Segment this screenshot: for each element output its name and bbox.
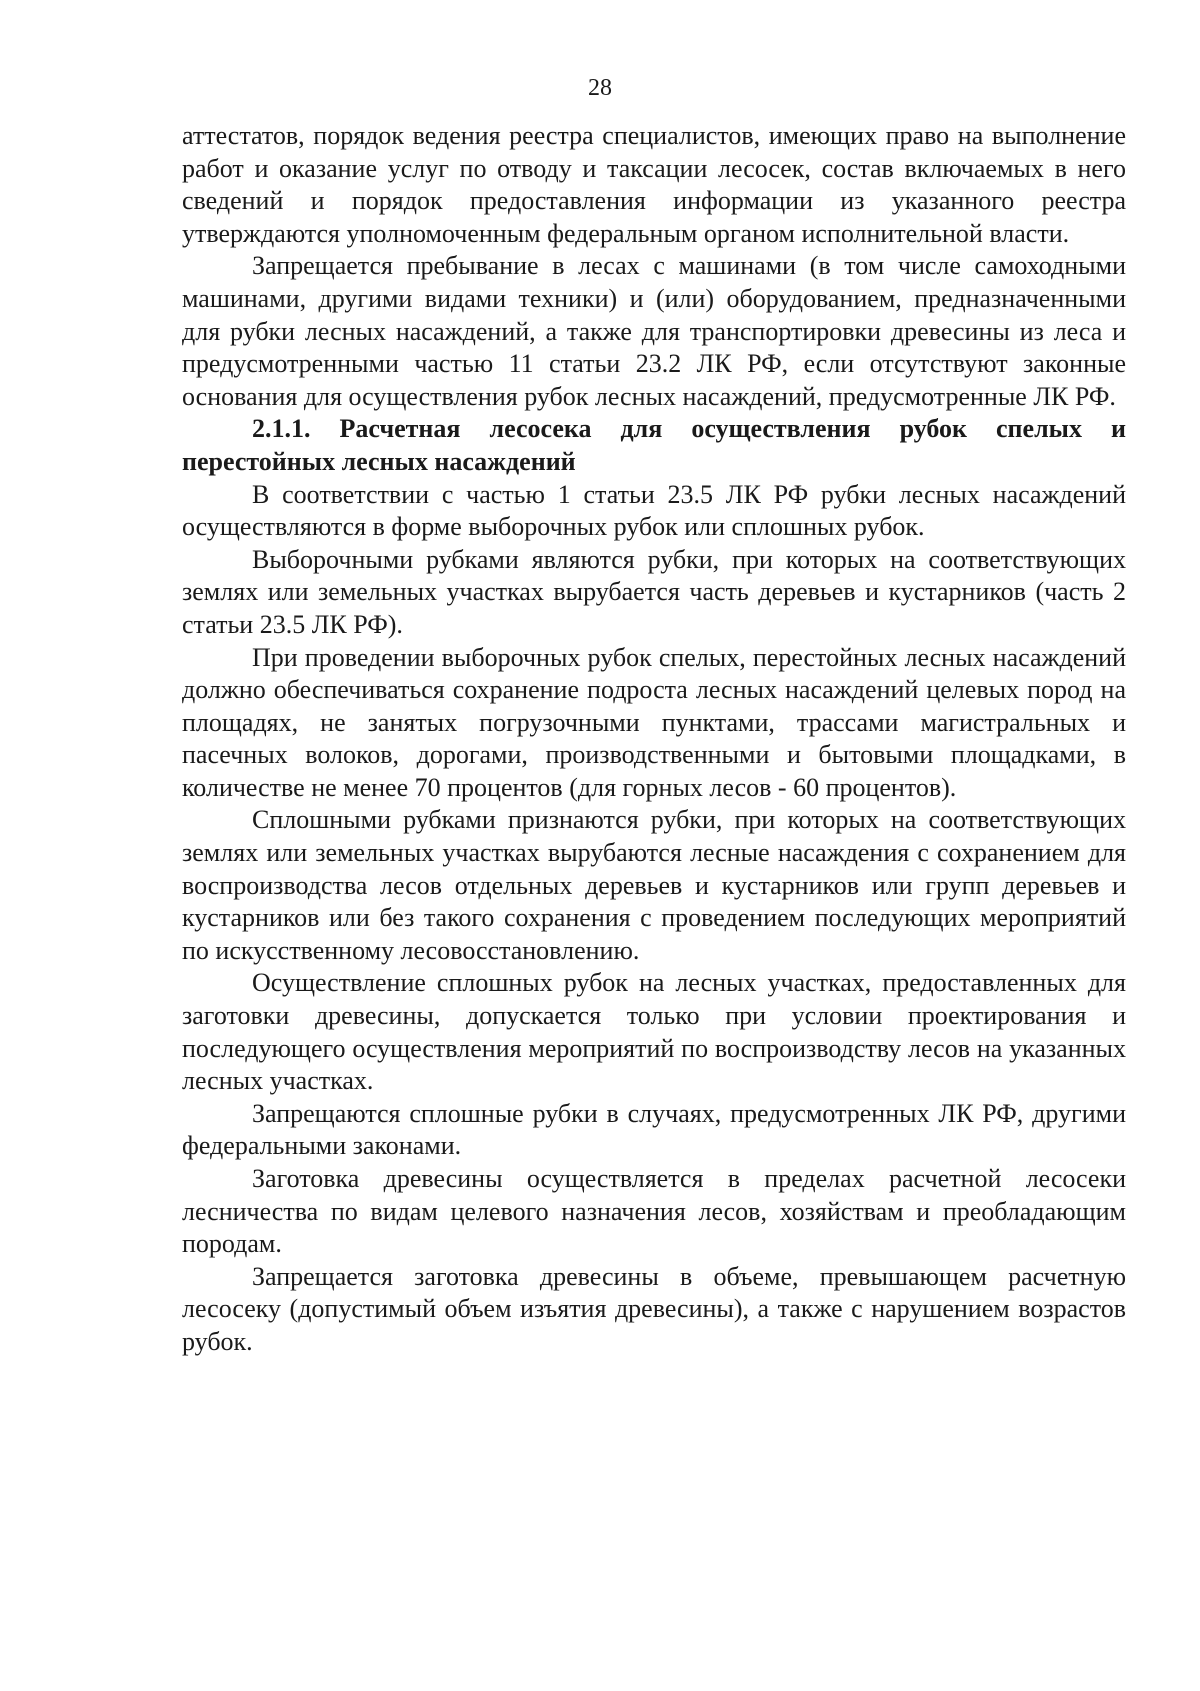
paragraph-excess-volume-ban: Запрещается заготовка древесины в объеме, превышающем расчетную лесосеку (допустимый объем изъятия древесины), а также с нарушением возрастов рубок. [182,1261,1126,1356]
paragraph-clear-felling-prohibited: Запрещаются сплошные рубки в случаях, предусмотренных ЛК РФ, другими федеральными законами. [182,1098,1126,1161]
paragraph-machinery-ban: Запрещается пребывание в лесах с машинами (в том числе самоходными машинами, другими видами техники) и (или) оборудованием, предназначенными для рубки лесных насаждений, а также для транспортировки древесины из леса и предусмотренными частью 11 статьи 23.2 ЛК РФ, если отсутствуют законные основания для осуществления рубок лесных насаждений, предусмотренные ЛК РФ. [182,251,1126,411]
paragraph-allowable-cut: Заготовка древесины осуществляется в пределах расчетной лесосеки лесничества по видам целевого назначения лесов, хозяйствам и преобладающим породам. [182,1164,1126,1259]
paragraph-clear-felling: Сплошными рубками признаются рубки, при которых на соответствующих землях или земельных участках вырубаются лесные насаждения с сохранением для воспроизводства лесов отдельных деревьев и кустарников или групп деревьев и кустарников или без такого сохранения с проведением последующих мероприятий по искусственному лесовосстановлению. [182,805,1126,965]
paragraph-selective-felling: Выборочными рубками являются рубки, при которых на соответствующих землях или земельных участках вырубается часть деревьев и кустарников (часть 2 статьи 23.5 ЛК РФ). [182,544,1126,639]
section-heading: 2.1.1. Расчетная лесосека для осуществления рубок спелых и перестойных лесных насаждений [182,414,1126,476]
paragraph-forms-of-felling: В соответствии с частью 1 статьи 23.5 ЛК РФ рубки лесных насаждений осуществляются в форме выборочных рубок или сплошных рубок. [182,479,1126,542]
page-number: 28 [588,75,612,101]
paragraph-continuation: аттестатов, порядок ведения реестра специалистов, имеющих право на выполнение работ и оказание услуг по отводу и таксации лесосек, состав включаемых в него сведений и порядок предоставления информации из указанного реестра утверждаются уполномоченным федеральным органом исполнительной власти. [182,121,1126,248]
paragraph-clear-felling-conditions: Осуществление сплошных рубок на лесных участках, предоставленных для заготовки древесины, допускается только при условии проектирования и последующего осуществления мероприятий по воспроизводству лесов на указанных лесных участках. [182,968,1126,1096]
paragraph-undergrowth-preservation: При проведении выборочных рубок спелых, перестойных лесных насаждений должно обеспечиваться сохранение подроста лесных насаждений целевых пород на площадях, не занятых погрузочными пунктами, трассами магистральных и пасечных волоков, дорогами, производственными и бытовыми площадками, в количестве не менее 70 процентов (для горных лесов - 60 процентов). [182,642,1126,802]
document-body [182,120,1126,1359]
